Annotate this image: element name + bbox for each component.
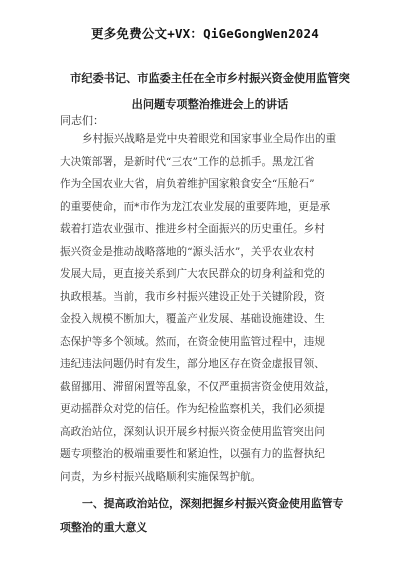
title-line: 出问题专项整治推进会上的讲话	[131, 98, 289, 111]
section-heading	[60, 492, 360, 540]
body-line: 截留挪用、滞留闲置等乱象，不仅严重损害资金使用效益，	[60, 380, 336, 393]
body-line: 更动摇群众对党的信任。作为纪检监察机关，我们必须提	[60, 403, 325, 415]
section-heading-line: 一、提高政治站位，深刻把握乡村振兴资金使用监管专	[82, 497, 344, 510]
body-line: 违纪违法问题仍时有发生，部分地区存在资金虚报冒领、	[60, 358, 325, 370]
body-line: 乡村振兴战略是党中央着眼党和国家事业全局作出的重	[82, 133, 337, 145]
document-title	[60, 66, 360, 118]
body-paragraph	[60, 128, 356, 488]
body-line: 高政治站位，深刻认识开展乡村振兴资金使用监管突出问	[60, 425, 325, 438]
body-line: 的重要使命，而*市作为龙江农业发展的重要阵地，更是承	[60, 200, 331, 213]
section-heading-line: 项整治的重大意义	[60, 521, 148, 534]
body-line: 载着打造农业强市、推进乡村全面振兴的历史重任。乡村	[60, 223, 325, 235]
body-line: 振兴资金是推动战略落地的“源头活水”，关乎农业农村	[60, 245, 315, 258]
title-line: 市纪委书记、市监委主任在全市乡村振兴资金使用监管突	[70, 72, 350, 85]
body-line: 问责，为乡村振兴战略顺利实施保驾护航。	[60, 470, 262, 483]
page-header: 更多免费公文+VX：QiGeGongWen2024	[91, 26, 319, 41]
body-line: 执政根基。当前，我市乡村振兴建设正处于关键阶段，资	[60, 290, 325, 303]
body-line: 题专项整治的极端重要性和紧迫性，以强有力的监督执纪	[60, 448, 325, 460]
body-line: 作为全国农业大省，肩负着维护国家粮食安全“压舱石”	[60, 178, 315, 190]
body-line: 发展大局，更直接关系到广大农民群众的切身利益和党的	[60, 268, 325, 280]
body-line: 大决策部署，是新时代“三农”工作的总抓手。黑龙江省	[60, 155, 315, 168]
salutation: 同志们：	[60, 114, 104, 127]
body-line: 金投入规模不断加大，覆盖产业发展、基础设施建设、生	[60, 313, 325, 325]
body-line: 态保护等多个领域。然而，在资金使用监管过程中，违规	[60, 335, 325, 348]
